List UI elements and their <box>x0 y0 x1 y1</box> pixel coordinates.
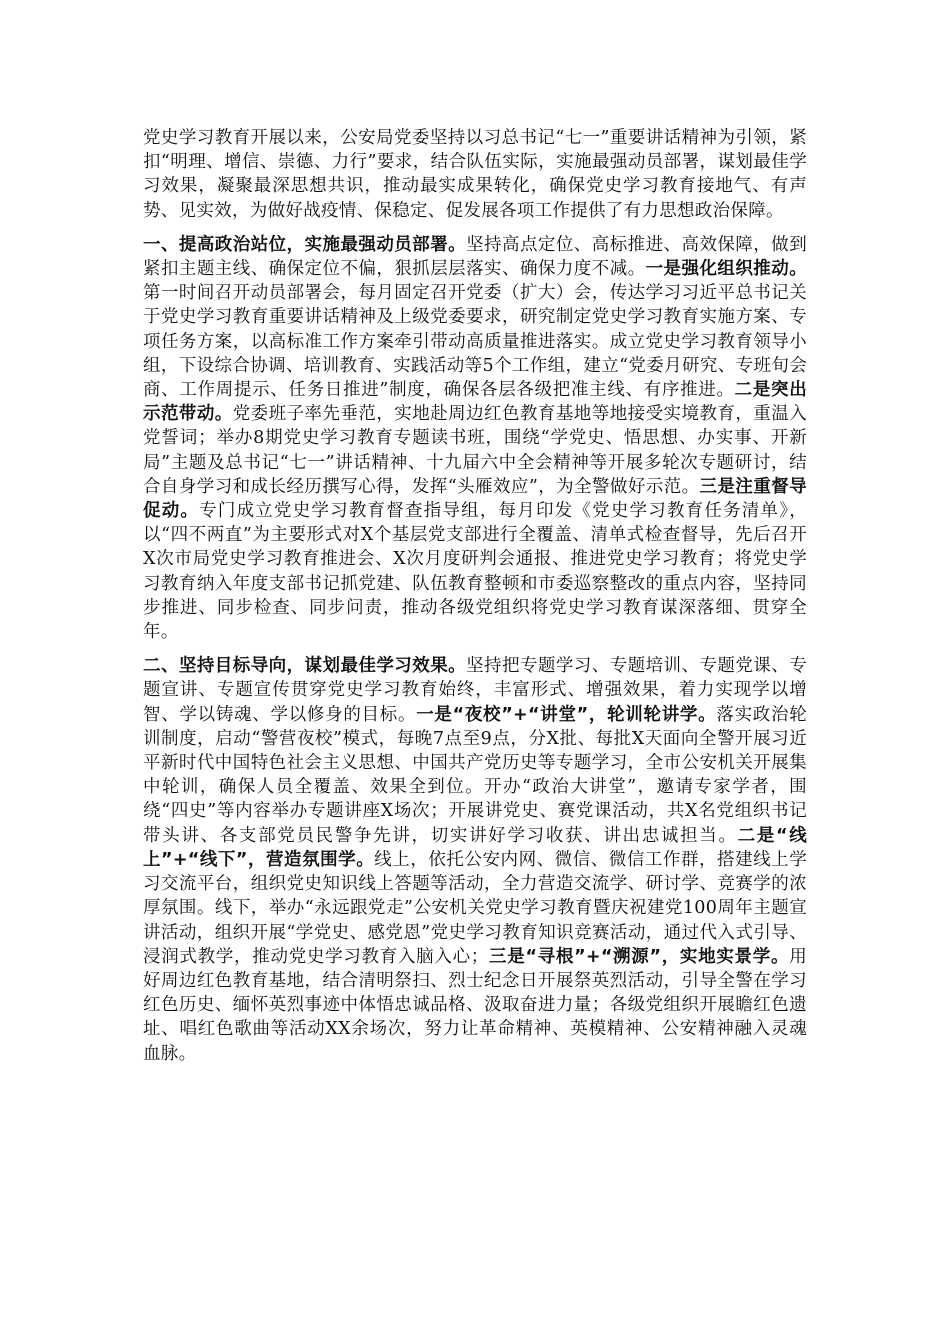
text-run: 落实政治轮训制度，启动“警营夜校”模式，每晚7点至9点，分X批、每批X天面向全警开展习近平新时代中国特色社会主义思想、中国共产党历史等专题学习，全市公安机关开展集中轮训，确保人员全覆盖、效果全到位。开办“政治大讲堂”，邀请专家学者，围绕“四史”等内容举办专题讲座X场次；开展讲党史、赛党课活动，共X名党组织书记带头讲、各支部党员民警争先讲，切实讲好学习收获、讲出忠诚担当。 <box>143 704 808 846</box>
subpoint-heading: 三是“寻根”+“溯源”，实地实景学。 <box>488 946 790 967</box>
text-run: 第一时间召开动员部署会，每月固定召开党委（扩大）会，传达学习习近平总书记关于党史学习教育重要讲话精神及上级党委要求，研究制定党史学习教育实施方案、专项任务方案，以高标准工作方案牵引带动高质量推进落实。成立党史学习教育领导小组，下设综合协调、培训教育、实践活动等5个工作组，建立“党委月研究、专班旬会商、工作周提示、任务日推进”制度，确保各层各级把准主线、有序推进。 <box>143 283 807 401</box>
subpoint-heading: 二是突出示范带动。 <box>143 380 808 425</box>
paragraph-section-one <box>143 233 807 644</box>
text-run: 用好周边红色教育基地，结合清明祭扫、烈士纪念日开展祭英烈活动，引导全警在学习红色历史、缅怀英烈事迹中体悟忠诚品格、汲取奋进力量；各级党组织开展瞻红色遗址、唱红色歌曲等活动XX余场次，努力让革命精神、英模精神、公安精神融入灵魂血脉。 <box>143 946 807 1064</box>
text-run: 专门成立党史学习教育督查指导组，每月印发《党史学习教育任务清单》，以“四不两直”为主要形式对X个基层党支部进行全覆盖、清单式检查督导，先后召开X次市局党史学习教育推进会、X次月度研判会通报、推进党史学习教育；将党史学习教育纳入年度支部书记抓党建、队伍教育整顿和市委巡察整改的重点内容，坚持同步推进、同步检查、同步问责，推动各级党组织将党史学习教育谋深落细、贯穿全年。 <box>143 501 807 643</box>
text-run: 线上，依托公安内网、微信、微信工作群，搭建线上学习交流平台，组织党史知识线上答题等活动，全力营造交流学、研讨学、竞赛学的浓厚氛围。线下，举办“永远跟党走”公安机关党史学习教育暨庆祝建党100周年主题宣讲活动，组织开展“学党史、感党恩”党史学习教育知识竞赛活动，通过代入式引导、浸润式教学，推动党史学习教育入脑入心； <box>143 849 807 967</box>
section-two-heading: 二、坚持目标导向，谋划最佳学习效果。 <box>143 656 467 677</box>
paragraph-section-two <box>143 654 807 1065</box>
text-run: 党史学习教育开展以来，公安局党委坚持以习总书记“七一”重要讲话精神为引领，紧扣“明理、增信、崇德、力行”要求，结合队伍实际，实施最强动员部署，谋划最佳学习效果，凝聚最深思想共识，推动最实成果转化，确保党史学习教育接地气、有声势、见实效，为做好战疫情、保稳定、促发展各项工作提供了有力思想政治保障。 <box>143 128 807 221</box>
text-run: 坚持把专题学习、专题培训、专题党课、专题宣讲、专题宣传贯穿党史学习教育始终，丰富形式、增强效果，着力实现学以增智、学以铸魂、学以修身的目标。 <box>143 656 807 725</box>
subpoint-heading: 一是“夜校”+“讲堂”，轮训轮讲学。 <box>416 704 717 725</box>
paragraph-intro <box>143 126 807 223</box>
subpoint-heading: 二是“线上”+“线下”，营造氛围学。 <box>143 825 807 870</box>
text-run: 坚持高点定位、高标推进、高效保障，做到紧扣主题主线、确保定位不偏，狠抓层层落实、确保力度不减。 <box>143 234 807 280</box>
document-body <box>143 126 807 1076</box>
text-run: 党委班子率先垂范，实地赴周边红色教育基地等地接受实境教育，重温入党誓词；举办8期党史学习教育专题读书班，围绕“学党史、悟思想、办实事、开新局”主题及总书记“七一”讲话精神、十九届六中全会精神等开展多轮次专题研讨，结合自身学习和成长经历撰写心得，发挥“头雁效应”，为全警做好示范。 <box>143 404 807 497</box>
subpoint-heading: 三是注重督导促动。 <box>143 476 807 522</box>
subpoint-heading: 一是强化组织推动。 <box>645 259 807 280</box>
section-one-heading: 一、提高政治站位，实施最强动员部署。 <box>143 234 467 255</box>
